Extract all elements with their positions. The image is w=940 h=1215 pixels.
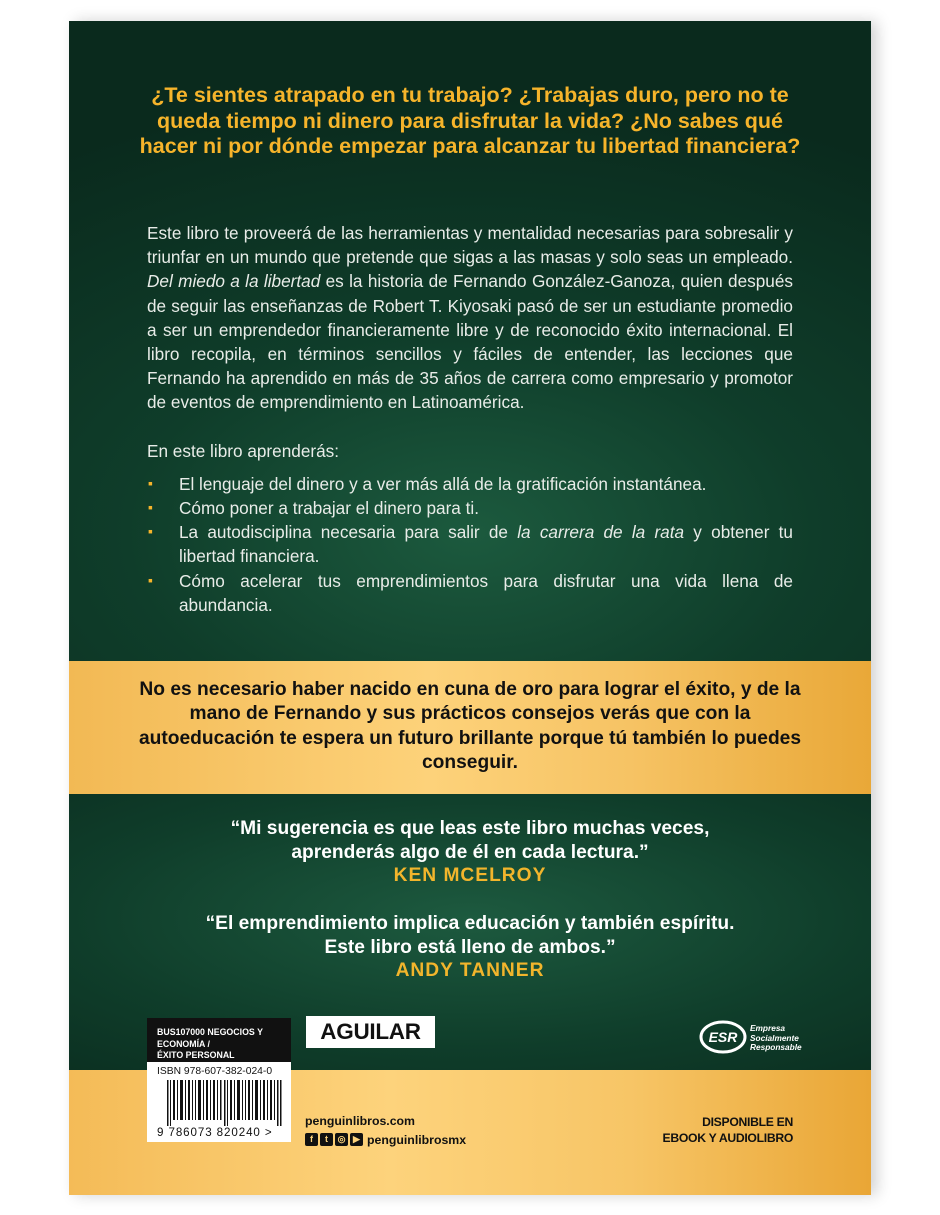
quote-andy-tanner: “El emprendimiento implica educación y también espíritu. Este libro está lleno de ambos.” ANDY TANNER (109, 912, 831, 983)
esr-logo-text: ESR (708, 1029, 738, 1045)
book-title-italic: Del miedo a la libertad (147, 271, 321, 292)
subject-category-box: BUS107000 NEGOCIOS Y ECONOMÍA / ÉXITO PERSONAL (147, 1018, 291, 1062)
bullet-icon: ▪ (148, 499, 153, 516)
bullet-icon: ▪ (148, 571, 153, 588)
instagram-icon[interactable]: ◎ (335, 1133, 348, 1146)
barcode-bars-icon (167, 1080, 285, 1126)
twitter-icon[interactable]: t (320, 1133, 333, 1146)
quote-ken-mcelroy: “Mi sugerencia es que leas este libro muchas veces, aprenderás algo de él en cada lectura.” KEN MCELROY (109, 817, 831, 888)
list-item: ▪ El lenguaje del dinero y a ver más allá de la gratificación instantánea. (147, 472, 793, 496)
quote-author: KEN MCELROY (393, 865, 547, 886)
bullet-icon: ▪ (148, 523, 153, 540)
barcode-number: 9 786073 820240 > (157, 1126, 273, 1139)
barcode (147, 1062, 291, 1142)
publisher-logo: AGUILAR (306, 1016, 435, 1048)
quote-author: ANDY TANNER (395, 960, 545, 981)
learn-intro: En este libro aprenderás: (147, 440, 340, 461)
availability-note: DISPONIBLE EN EBOOK Y AUDIOLIBRO (662, 1115, 793, 1146)
headline: ¿Te sientes atrapado en tu trabajo? ¿Trabajas duro, pero no te queda tiempo ni dinero para disfrutar la vida? ¿No sabes qué hacer ni por dónde empezar para alcanzar tu libertad financiera? (139, 83, 801, 158)
learning-list (147, 472, 793, 617)
list-item: ▪ Cómo acelerar tus emprendimientos para disfrutar una vida llena de abundancia. (147, 569, 793, 617)
youtube-icon[interactable]: ▶ (350, 1133, 363, 1146)
social-handle[interactable]: penguinlibrosmx (367, 1132, 467, 1147)
bullet-icon: ▪ (148, 474, 153, 491)
list-item: ▪ Cómo poner a trabajar el dinero para ti. (147, 496, 793, 520)
social-links (305, 1131, 466, 1145)
website-link[interactable]: penguinlibros.com (305, 1114, 415, 1128)
isbn-number: ISBN 978-607-382-024-0 (157, 1066, 273, 1077)
list-item: ▪ La autodisciplina necesaria para salir de la carrera de la rata y obtener tu libertad financiera. (147, 520, 793, 568)
description-block (147, 221, 793, 617)
esr-logo-icon (699, 1019, 747, 1055)
facebook-icon[interactable]: f (305, 1133, 318, 1146)
esr-label: Empresa Socialmente Responsable (750, 1023, 802, 1053)
band-text: No es necesario haber nacido en cuna de oro para lograr el éxito, y de la mano de Fernando y sus prácticos consejos verás que con la autoeducación te espera un futuro brillante porque tú también lo puedes conseguir. (138, 679, 802, 774)
description-paragraph: Este libro te proveerá de las herramientas y mentalidad necesarias para sobresalir y triunfar en un mundo que pretende que sigas a las masas y solo seas un empleado. Del miedo a la libertad es la historia de Fernando González-Ganoza, quien después de seguir las enseñanzas de Robert T. Kiyosaki pasó de ser un estudiante promedio a ser un emprendedor financieramente libre y de reconocido éxito internacional. El libro recopila, en términos sencillos y fáciles de entender, las lecciones que Fernando ha aprendido en más de 35 años de carrera como empresario y promotor de eventos de emprendimiento en Latinoamérica. (147, 223, 793, 413)
book-back-cover (69, 21, 871, 1195)
